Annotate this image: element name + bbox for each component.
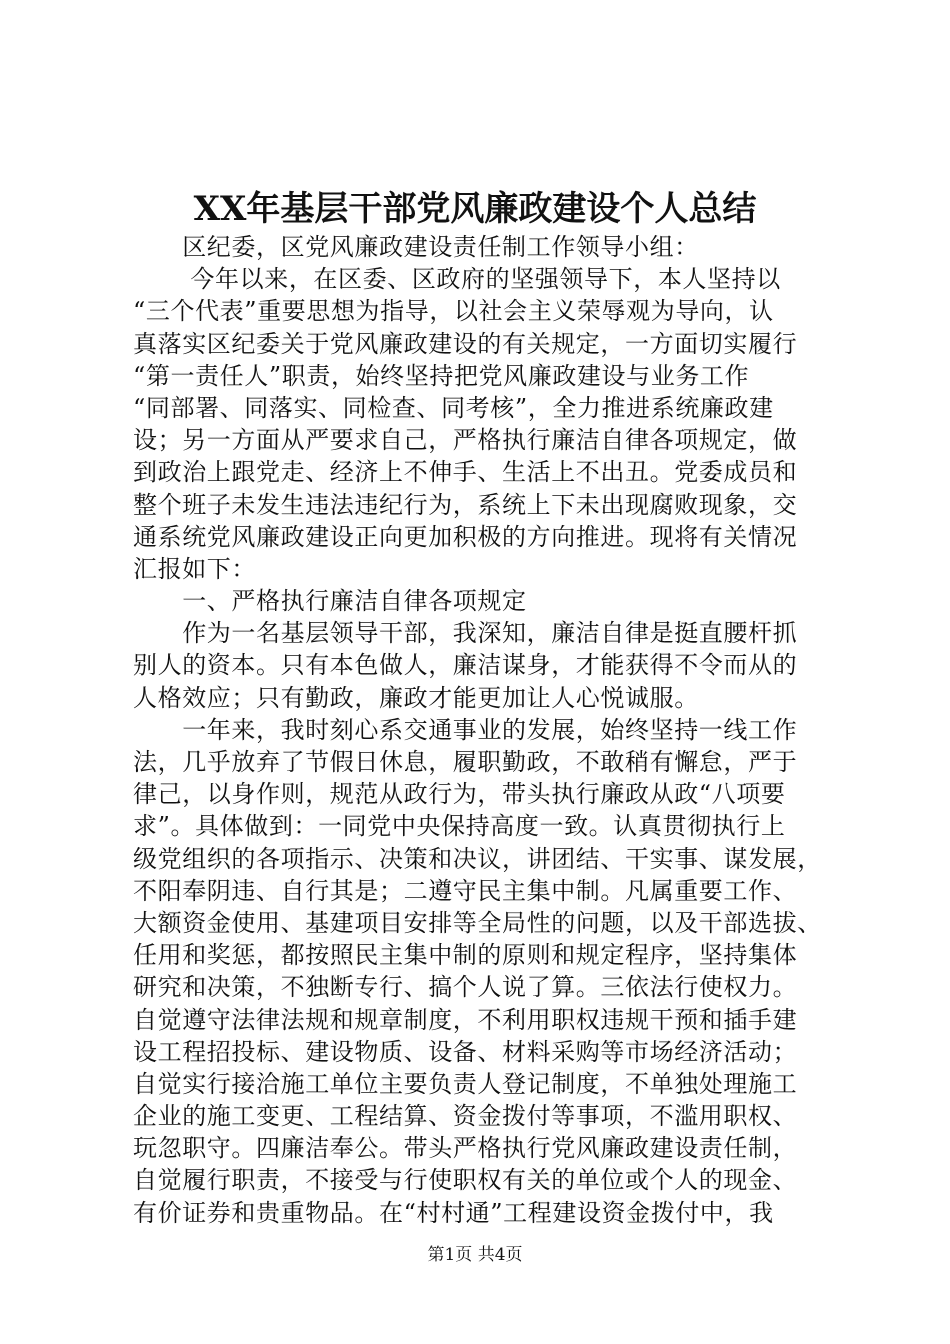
body-line: 自觉实行接洽施工单位主要负责人登记制度，不单独处理施工 [133,1069,798,1098]
body-line: 一年来，我时刻心系交通事业的发展，始终坚持一线工作 [133,715,798,744]
body-line: 求”。具体做到：一同党中央保持高度一致。认真贯彻执行上 [133,812,786,841]
body-line: “三个代表”重要思想为指导，以社会主义荣辱观为导向，认 [133,297,774,326]
body-line: 不阳奉阴违、自行其是；二遵守民主集中制。凡属重要工作、 [133,876,798,905]
body-line: 有价证券和贵重物品。在“村村通”工程建设资金拨付中，我 [133,1198,774,1227]
body-line: 作为一名基层领导干部，我深知，廉洁自律是挺直腰杆抓 [133,619,798,648]
body-line: 企业的施工变更、工程结算、资金拨付等事项，不滥用职权、 [133,1102,798,1131]
body-line: 区纪委，区党风廉政建设责任制工作领导小组： [133,233,699,261]
page-footer: 第1页 共4页 [427,1245,523,1265]
body-line: 真落实区纪委关于党风廉政建设的有关规定，一方面切实履行 [133,329,798,358]
body-line: 大额资金使用、基建项目安排等全局性的问题，以及干部选拔、 [133,908,822,937]
body-line: 通系统党风廉政建设正向更加积极的方向推进。现将有关情况 [133,522,798,551]
body-line: 自觉遵守法律法规和规章制度，不利用职权违规干预和插手建 [133,1005,798,1034]
body-line: 汇报如下： [133,554,256,583]
body-line: 法，几乎放弃了节假日休息，履职勤政，不敢稍有懈怠，严于 [133,748,798,776]
body-line: 设；另一方面从严要求自己，严格执行廉洁自律各项规定，做 [133,426,798,455]
body-line: 今年以来，在区委、区政府的坚强领导下，本人坚持以 [133,265,781,294]
body-line: 到政治上跟党走、经济上不伸手、生活上不出丑。党委成员和 [133,458,798,487]
body-line: 任用和奖惩，都按照民主集中制的原则和规定程序，坚持集体 [133,941,798,970]
body-line: 整个班子未发生违法违纪行为，系统上下未出现腐败现象，交 [133,490,798,519]
body-line: 玩忽职守。四廉洁奉公。带头严格执行党风廉政建设责任制， [133,1134,798,1163]
body-line: 设工程招投标、建设物质、设备、材料采购等市场经济活动； [133,1037,798,1066]
document-body [133,231,831,1229]
body-line: “同部署、同落实、同检查、同考核”，全力推进系统廉政建 [133,393,774,422]
body-line: 别人的资本。只有本色做人，廉洁谋身，才能获得不令而从的 [133,651,798,680]
body-line: 级党组织的各项指示、决策和决议，讲团结、干实事、谋发展， [133,844,822,873]
body-line: 律己，以身作则，规范从政行为，带头执行廉政从政“八项要 [133,780,786,809]
body-line: “第一责任人”职责，始终坚持把党风廉政建设与业务工作 [133,361,750,390]
body-line: 人格效应；只有勤政，廉政才能更加让人心悦诚服。 [133,683,699,712]
body-line: 研究和决策，不独断专行、搞个人说了算。三依法行使权力。 [133,973,798,1002]
body-line: 自觉履行职责，不接受与行使职权有关的单位或个人的现金、 [133,1166,798,1195]
document-title: XX年基层干部党风廉政建设个人总结 [193,189,757,229]
section-heading: 一、严格执行廉洁自律各项规定 [133,587,527,616]
